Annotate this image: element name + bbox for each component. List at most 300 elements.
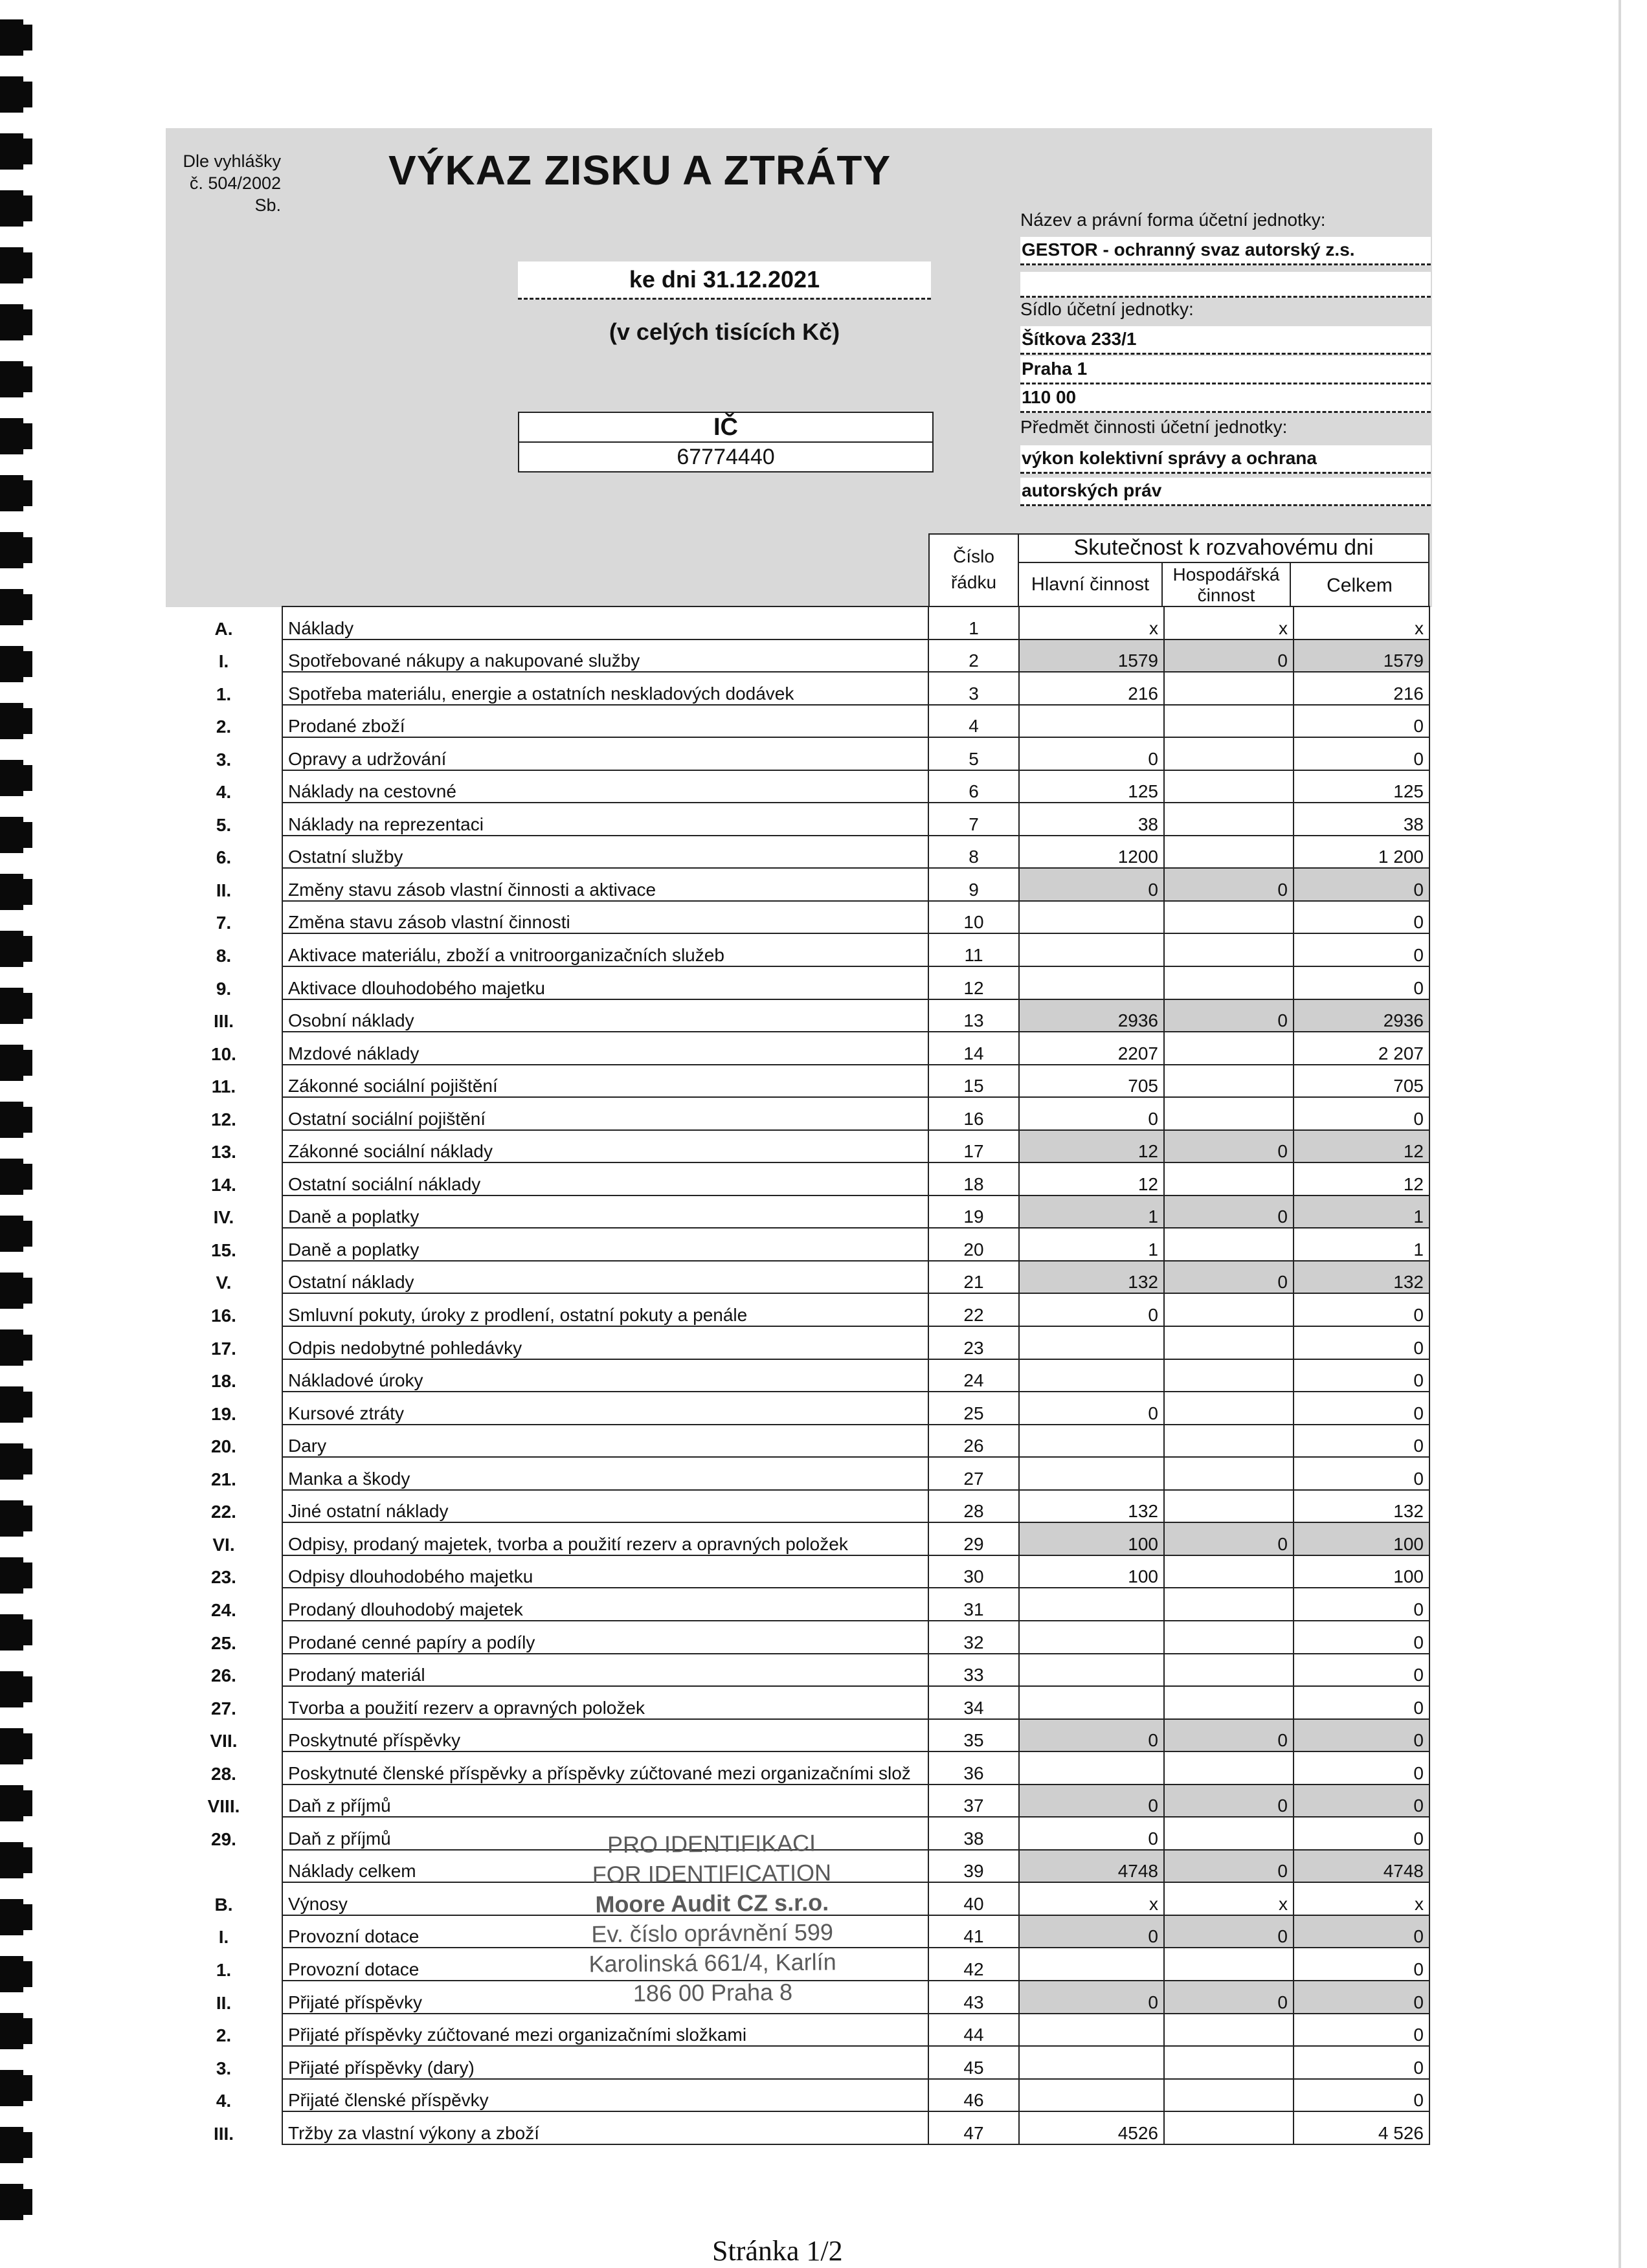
row-section: II.	[216, 1992, 232, 2013]
row-label: Prodané zboží	[282, 705, 928, 738]
row-label: Provozní dotace	[282, 1948, 928, 1981]
row-number: 22	[928, 1293, 1019, 1326]
row-main-value	[1019, 1457, 1164, 1490]
row-main-value: 0	[1019, 1817, 1164, 1850]
row-total-value: 125	[1294, 770, 1429, 803]
row-label: Smluvní pokuty, úroky z prodlení, ostatní pokuty a penále	[282, 1293, 928, 1326]
row-main-value	[1019, 1751, 1164, 1784]
row-section: 8.	[216, 946, 232, 966]
row-section: 13.	[211, 1142, 236, 1162]
table-row	[166, 1293, 1429, 1326]
binding-ring	[0, 988, 23, 1024]
row-economic-value: 0	[1164, 1915, 1294, 1948]
table-row	[166, 1457, 1429, 1490]
row-total-value: 0	[1294, 901, 1429, 934]
row-total-value: 0	[1294, 1326, 1429, 1359]
row-label: Přijaté příspěvky (dary)	[282, 2046, 928, 2079]
row-economic-value: 0	[1164, 639, 1294, 673]
row-main-value: 1200	[1019, 836, 1164, 869]
row-label: Prodané cenné papíry a podíly	[282, 1621, 928, 1654]
row-label: Manka a škody	[282, 1457, 928, 1490]
row-total-value: 100	[1294, 1522, 1429, 1555]
column-header-economic: Hospodářská činnost	[1161, 562, 1291, 607]
binding-ring	[0, 361, 23, 397]
row-main-value: 0	[1019, 1719, 1164, 1752]
row-number: 40	[928, 1882, 1019, 1915]
row-number: 16	[928, 1097, 1019, 1130]
row-section: II.	[216, 880, 232, 900]
row-label: Poskytnuté členské příspěvky a příspěvky zúčtované mezi organizačními slož	[282, 1751, 928, 1784]
row-total-value: 0	[1294, 1588, 1429, 1621]
binding-ring	[0, 247, 23, 284]
row-section: 1.	[216, 1959, 232, 1980]
binding-ring	[0, 1500, 23, 1537]
binding-ring	[0, 646, 23, 682]
row-main-value: 0	[1019, 1915, 1164, 1948]
binding-ring	[0, 1557, 23, 1594]
row-number: 28	[928, 1490, 1019, 1523]
binding-ring	[0, 1443, 23, 1480]
row-label: Opravy a udržování	[282, 737, 928, 770]
row-total-value: x	[1294, 606, 1429, 639]
row-total-value: 0	[1294, 933, 1429, 966]
row-economic-value	[1164, 1490, 1294, 1523]
row-economic-value: x	[1164, 1882, 1294, 1915]
row-number: 12	[928, 966, 1019, 999]
row-section: 2.	[216, 717, 232, 737]
table-row	[166, 1130, 1429, 1163]
row-main-value: 1	[1019, 1195, 1164, 1228]
row-number: 10	[928, 901, 1019, 934]
table-row	[166, 770, 1429, 803]
binding-ring	[0, 133, 23, 170]
row-economic-value	[1164, 1032, 1294, 1065]
entity-name-value: GESTOR - ochranný svaz autorský z.s.	[1020, 237, 1431, 265]
row-total-value: 0	[1294, 1621, 1429, 1654]
row-total-value: 4748	[1294, 1850, 1429, 1883]
row-economic-value	[1164, 1654, 1294, 1687]
row-economic-value	[1164, 2111, 1294, 2144]
row-main-value	[1019, 1588, 1164, 1621]
row-total-value: 0	[1294, 1359, 1429, 1392]
row-main-value: 132	[1019, 1490, 1164, 1523]
row-economic-value	[1164, 737, 1294, 770]
row-section: 15.	[211, 1240, 236, 1260]
row-main-value	[1019, 1359, 1164, 1392]
binding-ring	[0, 817, 23, 853]
row-main-value: 2936	[1019, 999, 1164, 1032]
binding-ring	[0, 475, 23, 511]
row-total-value: 1 200	[1294, 836, 1429, 869]
row-total-value: x	[1294, 1882, 1429, 1915]
row-total-value: 0	[1294, 1981, 1429, 2014]
row-main-value: 4748	[1019, 1850, 1164, 1883]
row-economic-value	[1164, 2079, 1294, 2112]
row-economic-value	[1164, 1359, 1294, 1392]
table-row	[166, 1588, 1429, 1621]
row-label: Ostatní náklady	[282, 1261, 928, 1294]
row-label: Jiné ostatní náklady	[282, 1490, 928, 1523]
row-section: 3.	[216, 2058, 232, 2078]
row-label: Odpisy, prodaný majetek, tvorba a použití rezerv a opravných položek	[282, 1522, 928, 1555]
row-section: 11.	[211, 1076, 236, 1097]
row-number: 25	[928, 1392, 1019, 1425]
row-section: 29.	[211, 1829, 236, 1849]
row-label: Odpis nedobytné pohledávky	[282, 1326, 928, 1359]
row-total-value: 0	[1294, 1915, 1429, 1948]
row-section: 7.	[216, 913, 232, 933]
table-row	[166, 2079, 1429, 2112]
stamp-line-2: FOR IDENTIFICATION	[592, 1859, 832, 1888]
row-economic-value	[1164, 1948, 1294, 1981]
row-number: 18	[928, 1162, 1019, 1195]
row-number: 39	[928, 1850, 1019, 1883]
row-section: 10.	[211, 1043, 236, 1064]
row-section: 24.	[211, 1599, 236, 1620]
row-total-value: 0	[1294, 737, 1429, 770]
row-main-value: 0	[1019, 1293, 1164, 1326]
row-label: Ostatní sociální náklady	[282, 1162, 928, 1195]
binding-ring	[0, 418, 23, 454]
row-number: 26	[928, 1425, 1019, 1458]
row-total-value: 0	[1294, 705, 1429, 738]
row-economic-value: x	[1164, 606, 1294, 639]
binding-ring	[0, 2184, 23, 2220]
table-row	[166, 1261, 1429, 1294]
row-label: Tržby za vlastní výkony a zboží	[282, 2111, 928, 2144]
row-label: Přijaté příspěvky	[282, 1981, 928, 2014]
table-row	[166, 639, 1429, 673]
row-number: 14	[928, 1032, 1019, 1065]
row-total-value: 0	[1294, 2079, 1429, 2112]
row-number: 7	[928, 803, 1019, 836]
decree-line-2: č. 504/2002	[189, 173, 281, 193]
row-number: 4	[928, 705, 1019, 738]
row-total-value: 132	[1294, 1490, 1429, 1523]
row-label: Provozní dotace	[282, 1915, 928, 1948]
table-row	[166, 1162, 1429, 1195]
row-section: 1.	[216, 684, 232, 704]
row-number: 11	[928, 933, 1019, 966]
row-section: B.	[214, 1894, 233, 1915]
row-label: Náklady celkem	[282, 1850, 928, 1883]
row-label: Poskytnuté příspěvky	[282, 1719, 928, 1752]
row-main-value: 38	[1019, 803, 1164, 836]
row-section: 26.	[211, 1665, 236, 1686]
row-label: Náklady	[282, 606, 928, 639]
row-section: V.	[216, 1273, 232, 1293]
binding-ring	[0, 2127, 23, 2163]
column-header-main: Hlavní činnost	[1018, 562, 1163, 607]
table-row	[166, 705, 1429, 738]
row-section: 20.	[211, 1436, 236, 1457]
row-section: 28.	[211, 1763, 236, 1784]
table-row	[166, 1654, 1429, 1687]
row-total-value: 1	[1294, 1228, 1429, 1261]
row-section: 18.	[211, 1371, 236, 1392]
row-label: Mzdové náklady	[282, 1032, 928, 1065]
row-number: 1	[928, 606, 1019, 639]
row-economic-value: 0	[1164, 1981, 1294, 2014]
row-total-value: 0	[1294, 1457, 1429, 1490]
row-total-value: 0	[1294, 1719, 1429, 1752]
table-row	[166, 901, 1429, 934]
row-label: Spotřeba materiálu, energie a ostatních neskladových dodávek	[282, 672, 928, 705]
table-row	[166, 1032, 1429, 1065]
table-row	[166, 1719, 1429, 1752]
row-economic-value	[1164, 1162, 1294, 1195]
row-main-value: 100	[1019, 1555, 1164, 1588]
row-total-value: 12	[1294, 1130, 1429, 1163]
row-economic-value: 0	[1164, 1719, 1294, 1752]
row-label: Nákladové úroky	[282, 1359, 928, 1392]
entity-name-blank	[1020, 272, 1431, 298]
row-total-value: 4 526	[1294, 2111, 1429, 2144]
row-section: 22.	[211, 1502, 236, 1522]
row-total-value: 216	[1294, 672, 1429, 705]
row-economic-value	[1164, 2014, 1294, 2047]
page-edge	[1619, 0, 1621, 2268]
row-economic-value	[1164, 1686, 1294, 1719]
row-economic-value: 0	[1164, 1784, 1294, 1818]
row-economic-value	[1164, 836, 1294, 869]
row-number: 47	[928, 2111, 1019, 2144]
table-row	[166, 1359, 1429, 1392]
row-label: Náklady na cestovné	[282, 770, 928, 803]
row-economic-value	[1164, 1293, 1294, 1326]
row-section: 19.	[211, 1403, 236, 1424]
binding-ring	[0, 760, 23, 796]
row-section	[166, 1850, 282, 1883]
row-section: 16.	[211, 1306, 236, 1326]
row-section: 4.	[216, 782, 232, 803]
binding-ring	[0, 1956, 23, 1992]
table-row	[166, 2014, 1429, 2047]
row-number: 31	[928, 1588, 1019, 1621]
row-main-value: x	[1019, 606, 1164, 639]
row-main-value	[1019, 1326, 1164, 1359]
row-main-value: 4526	[1019, 2111, 1164, 2144]
table-row	[166, 966, 1429, 999]
row-number: 27	[928, 1457, 1019, 1490]
row-number: 6	[928, 770, 1019, 803]
row-section: 27.	[211, 1698, 236, 1718]
row-section: 4.	[216, 2091, 232, 2111]
table-row	[166, 868, 1429, 901]
table-row	[166, 737, 1429, 770]
row-main-value	[1019, 2014, 1164, 2047]
binding-ring	[0, 532, 23, 568]
table-row	[166, 1065, 1429, 1098]
table-row	[166, 1621, 1429, 1654]
stamp-line-5: Karolinská 661/4, Karlín	[588, 1948, 836, 1977]
binding-ring	[0, 1273, 23, 1309]
page-number: Stránka 1/2	[712, 2235, 843, 2267]
row-economic-value: 0	[1164, 868, 1294, 901]
row-total-value: 1579	[1294, 639, 1429, 673]
row-label: Aktivace dlouhodobého majetku	[282, 966, 928, 999]
entity-activity-line-2: autorských práv	[1020, 478, 1431, 506]
row-total-value: 0	[1294, 1293, 1429, 1326]
row-section: VII.	[210, 1731, 238, 1751]
row-economic-value	[1164, 803, 1294, 836]
row-economic-value	[1164, 1588, 1294, 1621]
row-number: 34	[928, 1686, 1019, 1719]
row-main-value	[1019, 2079, 1164, 2112]
row-economic-value	[1164, 901, 1294, 934]
row-total-value: 132	[1294, 1261, 1429, 1294]
row-economic-value: 0	[1164, 1850, 1294, 1883]
row-section: 21.	[211, 1469, 236, 1489]
row-economic-value	[1164, 705, 1294, 738]
binding-ring	[0, 1216, 23, 1252]
table-row	[166, 933, 1429, 966]
binding-ring	[0, 76, 23, 113]
entity-name-label: Název a právní forma účetní jednotky:	[1020, 210, 1326, 230]
row-main-value	[1019, 966, 1164, 999]
row-label: Ostatní služby	[282, 836, 928, 869]
row-label: Prodaný dlouhodobý majetek	[282, 1588, 928, 1621]
row-section: 2.	[216, 2025, 232, 2046]
row-section: III.	[213, 2123, 234, 2144]
table-row	[166, 1425, 1429, 1458]
row-label: Osobní náklady	[282, 999, 928, 1032]
row-main-value	[1019, 1948, 1164, 1981]
binding-ring	[0, 931, 23, 967]
row-economic-value: 0	[1164, 1261, 1294, 1294]
row-main-value: 0	[1019, 1981, 1164, 2014]
binding-ring	[0, 19, 23, 56]
table-row	[166, 2111, 1429, 2144]
row-total-value: 0	[1294, 1948, 1429, 1981]
row-main-value: 1	[1019, 1228, 1164, 1261]
row-number: 23	[928, 1326, 1019, 1359]
row-number: 8	[928, 836, 1019, 869]
table-row	[166, 1195, 1429, 1228]
row-label: Přijaté členské příspěvky	[282, 2079, 928, 2112]
row-main-value: 705	[1019, 1065, 1164, 1098]
row-economic-value	[1164, 1228, 1294, 1261]
table-row	[166, 1784, 1429, 1818]
row-label: Náklady na reprezentaci	[282, 803, 928, 836]
row-total-value: 12	[1294, 1162, 1429, 1195]
row-main-value	[1019, 1686, 1164, 1719]
row-total-value: 38	[1294, 803, 1429, 836]
row-number: 38	[928, 1817, 1019, 1850]
row-main-value	[1019, 1654, 1164, 1687]
binding-ring	[0, 1842, 23, 1878]
row-total-value: 0	[1294, 1686, 1429, 1719]
row-label: Přijaté příspěvky zúčtované mezi organizačními složkami	[282, 2014, 928, 2047]
row-number: 13	[928, 999, 1019, 1032]
row-number: 43	[928, 1981, 1019, 2014]
column-header-reality: Skutečnost k rozvahovému dni	[1018, 533, 1429, 563]
row-section: 17.	[211, 1338, 236, 1359]
row-total-value: 0	[1294, 1392, 1429, 1425]
binding-ring	[0, 2013, 23, 2049]
table-row	[166, 1555, 1429, 1588]
row-main-value: 132	[1019, 1261, 1164, 1294]
table-row	[166, 1228, 1429, 1261]
page-title: VÝKAZ ZISKU A ZTRÁTY	[388, 147, 891, 194]
row-section: IV.	[213, 1207, 234, 1228]
ic-label: IČ	[519, 413, 932, 443]
row-total-value: 0	[1294, 2046, 1429, 2079]
column-header-total: Celkem	[1290, 562, 1429, 607]
row-economic-value	[1164, 1097, 1294, 1130]
row-section: VI.	[212, 1534, 235, 1555]
table-row	[166, 606, 1429, 639]
row-section: I.	[218, 1927, 229, 1948]
binding-ring	[0, 1386, 23, 1423]
table-row	[166, 672, 1429, 705]
row-economic-value	[1164, 1555, 1294, 1588]
row-total-value: 100	[1294, 1555, 1429, 1588]
binding-ring	[0, 304, 23, 340]
row-section: VIII.	[207, 1796, 240, 1817]
row-economic-value: 0	[1164, 1522, 1294, 1555]
row-section: 23.	[211, 1567, 236, 1588]
row-total-value: 0	[1294, 1751, 1429, 1784]
row-main-value: 2207	[1019, 1032, 1164, 1065]
row-number: 33	[928, 1654, 1019, 1687]
binding-ring	[0, 1728, 23, 1764]
row-economic-value: 0	[1164, 999, 1294, 1032]
row-number: 36	[928, 1751, 1019, 1784]
row-number: 21	[928, 1261, 1019, 1294]
row-main-value	[1019, 1621, 1164, 1654]
row-label: Tvorba a použití rezerv a opravných položek	[282, 1686, 928, 1719]
row-section: 25.	[211, 1632, 236, 1653]
row-economic-value	[1164, 2046, 1294, 2079]
row-total-value: 0	[1294, 1817, 1429, 1850]
row-total-value: 0	[1294, 1097, 1429, 1130]
row-section: A.	[214, 618, 233, 639]
row-main-value: 0	[1019, 1784, 1164, 1818]
report-units: (v celých tisících Kč)	[609, 318, 840, 345]
row-label: Odpisy dlouhodobého majetku	[282, 1555, 928, 1588]
row-label: Změny stavu zásob vlastní činnosti a aktivace	[282, 868, 928, 901]
table-row	[166, 803, 1429, 836]
row-main-value	[1019, 1425, 1164, 1458]
row-economic-value	[1164, 672, 1294, 705]
row-economic-value	[1164, 1425, 1294, 1458]
row-total-value: 0	[1294, 1425, 1429, 1458]
binding-ring	[0, 1159, 23, 1195]
table-row	[166, 1392, 1429, 1425]
row-number: 20	[928, 1228, 1019, 1261]
binding-ring	[0, 1899, 23, 1935]
row-number: 46	[928, 2079, 1019, 2112]
binding-ring	[0, 1785, 23, 1821]
ic-value: 67774440	[677, 445, 775, 469]
binding-ring	[0, 589, 23, 625]
table-row	[166, 836, 1429, 869]
row-economic-value: 0	[1164, 1195, 1294, 1228]
row-total-value: 0	[1294, 2014, 1429, 2047]
row-economic-value	[1164, 1392, 1294, 1425]
binding-ring	[0, 1614, 23, 1651]
table-row	[166, 1686, 1429, 1719]
row-economic-value	[1164, 1065, 1294, 1098]
binding-ring	[0, 1045, 23, 1081]
row-total-value: 0	[1294, 1784, 1429, 1818]
row-economic-value	[1164, 933, 1294, 966]
row-main-value: 0	[1019, 737, 1164, 770]
entity-zip: 110 00	[1020, 384, 1431, 413]
table-row	[166, 1097, 1429, 1130]
binding-ring	[0, 874, 23, 910]
